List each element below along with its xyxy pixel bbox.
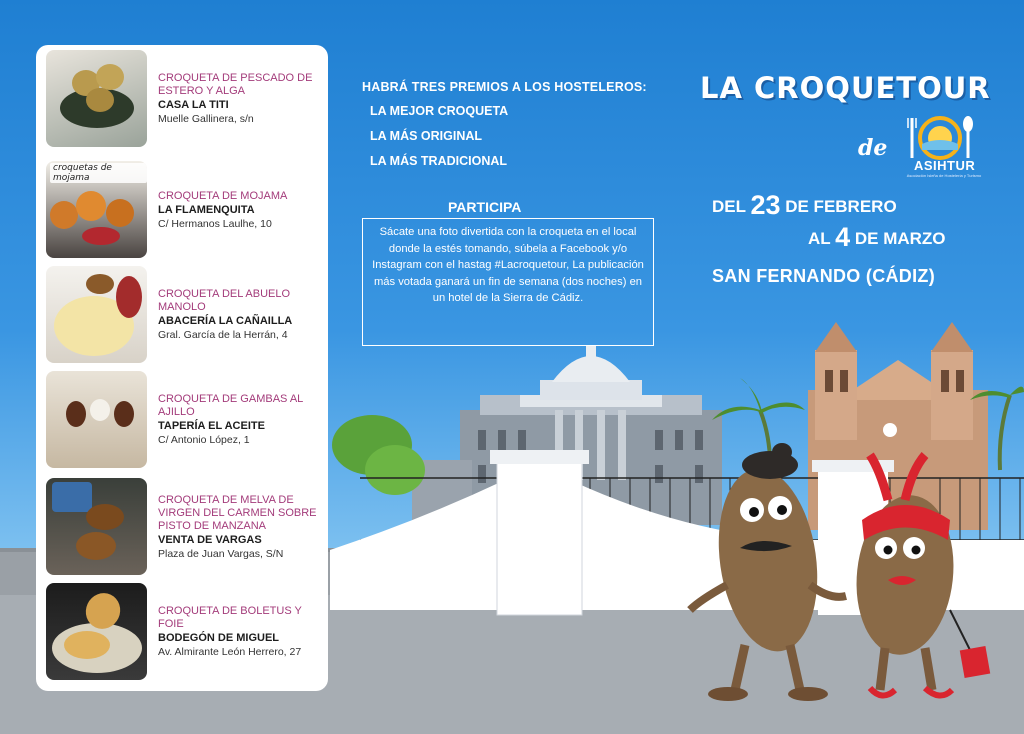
croqueta-photo xyxy=(46,583,147,680)
venue-address: Muelle Gallinera, s/n xyxy=(158,113,254,125)
venue-name: VENTA DE VARGAS xyxy=(158,533,262,546)
croquetas-list-card xyxy=(36,45,328,691)
prizes-heading: HABRÁ TRES PREMIOS A LOS HOSTELEROS: xyxy=(362,80,647,94)
date-suffix: DE FEBRERO xyxy=(785,197,897,216)
list-item[interactable] xyxy=(36,368,328,472)
event-location: SAN FERNANDO (CÁDIZ) xyxy=(712,266,935,286)
croqueta-photo xyxy=(46,161,147,258)
participa-text: Sácate una foto divertida con la croqueta en el local donde la estés tomando, súbela a Facebook y/o Instagram con el hastag #Lacroquetour, La publicación más votada ganará un fin de semana (dos noches) en un hotel de la Sierra de Cádiz. xyxy=(362,218,654,346)
croqueta-name: CROQUETA DE MOJAMA xyxy=(158,189,288,202)
croqueta-photo xyxy=(46,266,147,363)
date-start xyxy=(712,190,897,221)
prize-item: LA MEJOR CROQUETA xyxy=(370,104,509,118)
croqueta-photo xyxy=(46,371,147,468)
venue-address: C/ Hermanos Laulhe, 10 xyxy=(158,217,272,230)
venue-address: Plaza de Juan Vargas, S/N xyxy=(158,547,284,560)
venue-name: TAPERÍA EL ACEITE xyxy=(158,420,265,432)
logo-subtitle: Asociación Isleña de Hostelería y Turismo xyxy=(906,173,982,178)
venue-name: BODEGÓN DE MIGUEL xyxy=(158,632,280,644)
de-label: de xyxy=(858,135,888,161)
logo-name: ASIHTUR xyxy=(914,158,976,173)
croqueta-name: CROQUETA DE BOLETUS Y FOIE xyxy=(158,605,302,630)
date-suffix: DE MARZO xyxy=(854,229,946,248)
date-end xyxy=(808,222,946,253)
date-day: 23 xyxy=(750,190,781,220)
venue-name: LA FLAMENQUITA xyxy=(158,203,255,216)
croqueta-name: CROQUETA DE MELVA DE VIRGEN DEL CARMEN SOBRE PISTO DE MANZANA xyxy=(158,493,317,532)
venue-name: CASA LA TITI xyxy=(158,99,229,111)
participa-title: PARTICIPA xyxy=(448,199,522,215)
list-item[interactable] xyxy=(36,580,328,684)
prize-item: LA MÁS TRADICIONAL xyxy=(370,154,508,168)
date-prefix: AL xyxy=(808,229,831,248)
date-day: 4 xyxy=(835,222,851,252)
croqueta-photo xyxy=(46,478,147,575)
page-title: LA CROQUETOUR xyxy=(700,71,991,105)
prize-item: LA MÁS ORIGINAL xyxy=(370,129,483,143)
croqueta-name: CROQUETA DE GAMBAS AL AJILLO xyxy=(158,393,303,418)
venue-name: ABACERÍA LA CAÑAILLA xyxy=(158,315,293,327)
venue-address: Gral. García de la Herrán, 4 xyxy=(158,329,288,341)
date-prefix: DEL xyxy=(712,197,746,216)
croqueta-name: CROQUETA DEL ABUELO MANOLO xyxy=(158,288,291,313)
venue-address: C/ Antonio López, 1 xyxy=(158,434,250,446)
croqueta-name: CROQUETA DE PESCADO DE ESTERO Y ALGA xyxy=(158,72,313,97)
list-item[interactable] xyxy=(36,263,328,367)
venue-address: Av. Almirante León Herrero, 27 xyxy=(158,646,302,658)
list-item[interactable] xyxy=(36,475,328,579)
croqueta-photo xyxy=(46,50,147,147)
list-item[interactable] xyxy=(36,158,328,262)
list-item[interactable] xyxy=(36,47,328,151)
photo-label: croquetas de mojama xyxy=(50,163,147,183)
prizes-section xyxy=(362,80,647,179)
